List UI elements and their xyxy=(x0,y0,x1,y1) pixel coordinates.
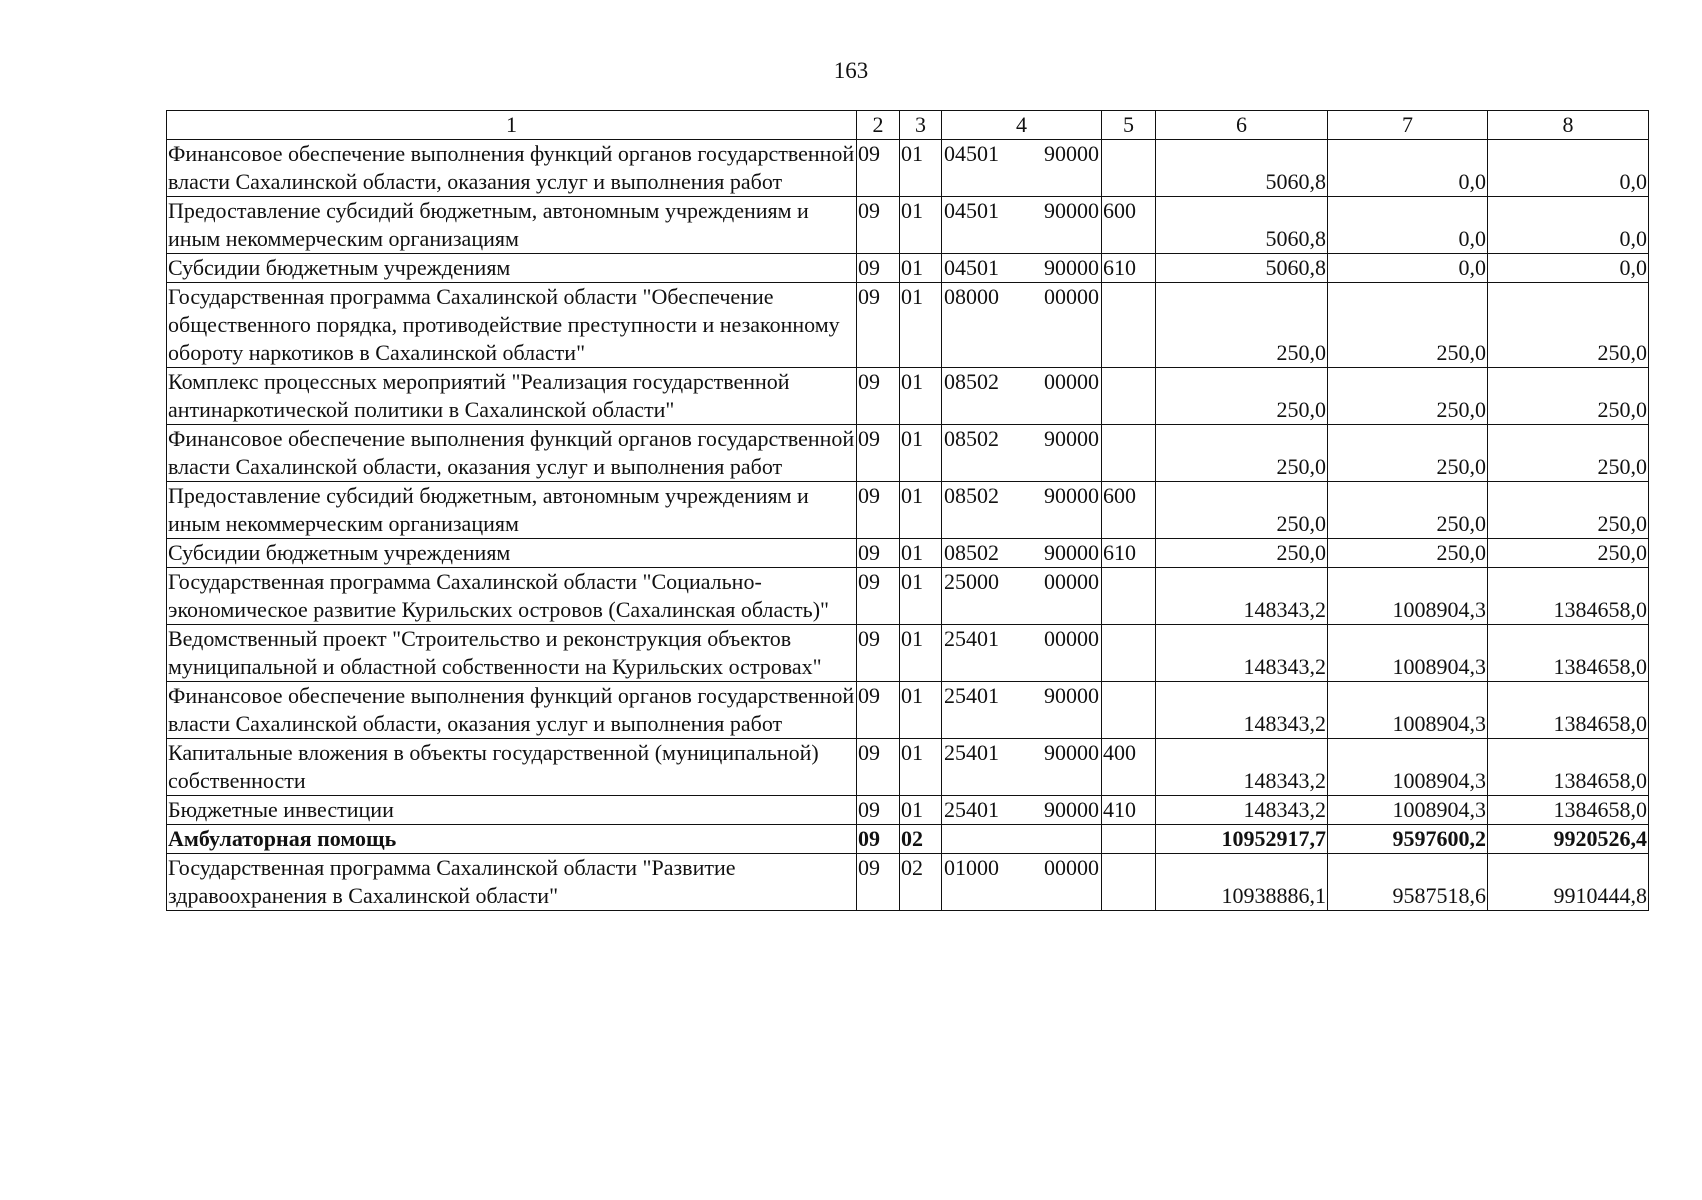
amount-col-8: 1384658,0 xyxy=(1488,682,1649,739)
target-article-code xyxy=(942,625,1102,682)
subsection-code: 02 xyxy=(900,854,942,911)
expense-type-code xyxy=(1102,568,1156,625)
amount-col-6: 10952917,7 xyxy=(1156,825,1328,854)
section-code: 09 xyxy=(857,568,900,625)
amount-col-8: 250,0 xyxy=(1488,482,1649,539)
row-name: Государственная программа Сахалинской области "Социально-экономическое развитие Курильских островов (Сахалинская область)" xyxy=(167,568,857,625)
target-article-program-part: 04501 xyxy=(944,141,999,166)
column-number-header-row xyxy=(167,111,1649,140)
section-code: 09 xyxy=(857,425,900,482)
subsection-code: 01 xyxy=(900,425,942,482)
amount-col-8: 0,0 xyxy=(1488,254,1649,283)
expense-type-code xyxy=(1102,825,1156,854)
target-article-direction-part: 90000 xyxy=(1044,198,1099,223)
table-row xyxy=(167,568,1649,625)
row-name: Капитальные вложения в объекты государственной (муниципальной) собственности xyxy=(167,739,857,796)
target-article-direction-part: 90000 xyxy=(1044,255,1099,280)
subsection-code: 01 xyxy=(900,283,942,368)
amount-col-7: 1008904,3 xyxy=(1328,625,1488,682)
amount-col-6: 5060,8 xyxy=(1156,254,1328,283)
target-article-code xyxy=(942,368,1102,425)
row-name: Ведомственный проект "Строительство и реконструкция объектов муниципальной и областной собственности на Курильских островах" xyxy=(167,625,857,682)
column-header: 7 xyxy=(1328,111,1488,140)
table-row xyxy=(167,796,1649,825)
table-row xyxy=(167,283,1649,368)
section-code: 09 xyxy=(857,140,900,197)
expense-type-code xyxy=(1102,625,1156,682)
table-row xyxy=(167,482,1649,539)
target-article-direction-part: 00000 xyxy=(1044,855,1099,880)
section-code: 09 xyxy=(857,482,900,539)
budget-table xyxy=(166,110,1649,911)
amount-col-8: 1384658,0 xyxy=(1488,568,1649,625)
expense-type-code: 410 xyxy=(1102,796,1156,825)
expense-type-code xyxy=(1102,682,1156,739)
amount-col-7: 250,0 xyxy=(1328,368,1488,425)
target-article-program-part: 08502 xyxy=(944,483,999,508)
table-row xyxy=(167,739,1649,796)
section-code: 09 xyxy=(857,368,900,425)
expense-type-code: 600 xyxy=(1102,197,1156,254)
amount-col-6: 250,0 xyxy=(1156,482,1328,539)
target-article-program-part: 25401 xyxy=(944,626,999,651)
expense-type-code xyxy=(1102,854,1156,911)
table-row xyxy=(167,854,1649,911)
column-header: 6 xyxy=(1156,111,1328,140)
target-article-direction-part: 00000 xyxy=(1044,369,1099,394)
amount-col-7: 1008904,3 xyxy=(1328,739,1488,796)
table-row xyxy=(167,368,1649,425)
target-article-code xyxy=(942,482,1102,539)
target-article-program-part: 08502 xyxy=(944,369,999,394)
subsection-code: 01 xyxy=(900,197,942,254)
amount-col-8: 9910444,8 xyxy=(1488,854,1649,911)
amount-col-7: 250,0 xyxy=(1328,425,1488,482)
target-article-program-part: 01000 xyxy=(944,855,999,880)
target-article-program-part: 08502 xyxy=(944,540,999,565)
subsection-code: 01 xyxy=(900,739,942,796)
target-article-code xyxy=(942,140,1102,197)
column-header: 3 xyxy=(900,111,942,140)
section-code: 09 xyxy=(857,682,900,739)
amount-col-6: 148343,2 xyxy=(1156,796,1328,825)
target-article-code xyxy=(942,739,1102,796)
row-name: Финансовое обеспечение выполнения функций органов государственной власти Сахалинской области, оказания услуг и выполнения работ xyxy=(167,140,857,197)
target-article-direction-part: 90000 xyxy=(1044,426,1099,451)
row-name: Предоставление субсидий бюджетным, автономным учреждениям и иным некоммерческим организациям xyxy=(167,482,857,539)
table-row xyxy=(167,825,1649,854)
target-article-direction-part: 90000 xyxy=(1044,740,1099,765)
target-article-code xyxy=(942,197,1102,254)
column-header: 2 xyxy=(857,111,900,140)
amount-col-6: 250,0 xyxy=(1156,283,1328,368)
expense-type-code xyxy=(1102,425,1156,482)
section-code: 09 xyxy=(857,283,900,368)
amount-col-8: 250,0 xyxy=(1488,368,1649,425)
amount-col-7: 0,0 xyxy=(1328,140,1488,197)
target-article-program-part: 04501 xyxy=(944,255,999,280)
amount-col-8: 9920526,4 xyxy=(1488,825,1649,854)
amount-col-8: 250,0 xyxy=(1488,425,1649,482)
row-name: Государственная программа Сахалинской области "Развитие здравоохранения в Сахалинской области" xyxy=(167,854,857,911)
amount-col-7: 250,0 xyxy=(1328,539,1488,568)
target-article-direction-part: 00000 xyxy=(1044,284,1099,309)
column-header: 1 xyxy=(167,111,857,140)
amount-col-8: 1384658,0 xyxy=(1488,625,1649,682)
amount-col-7: 9587518,6 xyxy=(1328,854,1488,911)
target-article-program-part: 25000 xyxy=(944,569,999,594)
subsection-code: 01 xyxy=(900,682,942,739)
target-article-code xyxy=(942,854,1102,911)
table-row xyxy=(167,625,1649,682)
section-code: 09 xyxy=(857,825,900,854)
amount-col-8: 250,0 xyxy=(1488,283,1649,368)
target-article-direction-part: 90000 xyxy=(1044,797,1099,822)
expense-type-code: 610 xyxy=(1102,539,1156,568)
target-article-direction-part: 90000 xyxy=(1044,683,1099,708)
amount-col-7: 9597600,2 xyxy=(1328,825,1488,854)
target-article-code xyxy=(942,796,1102,825)
target-article-direction-part: 00000 xyxy=(1044,569,1099,594)
amount-col-6: 250,0 xyxy=(1156,539,1328,568)
subsection-code: 01 xyxy=(900,368,942,425)
table-row xyxy=(167,425,1649,482)
target-article-code xyxy=(942,682,1102,739)
table-body xyxy=(167,140,1649,911)
amount-col-7: 250,0 xyxy=(1328,283,1488,368)
expense-type-code: 600 xyxy=(1102,482,1156,539)
amount-col-8: 0,0 xyxy=(1488,197,1649,254)
expense-type-code: 610 xyxy=(1102,254,1156,283)
amount-col-6: 250,0 xyxy=(1156,425,1328,482)
amount-col-8: 1384658,0 xyxy=(1488,739,1649,796)
row-name: Предоставление субсидий бюджетным, автономным учреждениям и иным некоммерческим организациям xyxy=(167,197,857,254)
section-code: 09 xyxy=(857,197,900,254)
table-row xyxy=(167,197,1649,254)
section-code: 09 xyxy=(857,739,900,796)
target-article-program-part: 25401 xyxy=(944,740,999,765)
expense-type-code xyxy=(1102,368,1156,425)
expense-type-code: 400 xyxy=(1102,739,1156,796)
target-article-code xyxy=(942,283,1102,368)
amount-col-6: 250,0 xyxy=(1156,368,1328,425)
target-article-code xyxy=(942,825,1102,854)
subsection-code: 01 xyxy=(900,796,942,825)
page-number: 163 xyxy=(833,58,869,83)
target-article-direction-part: 90000 xyxy=(1044,483,1099,508)
subsection-code: 01 xyxy=(900,625,942,682)
target-article-direction-part: 90000 xyxy=(1044,540,1099,565)
amount-col-6: 148343,2 xyxy=(1156,739,1328,796)
target-article-program-part: 04501 xyxy=(944,198,999,223)
section-code: 09 xyxy=(857,254,900,283)
amount-col-7: 0,0 xyxy=(1328,197,1488,254)
section-code: 09 xyxy=(857,539,900,568)
amount-col-8: 250,0 xyxy=(1488,539,1649,568)
amount-col-7: 1008904,3 xyxy=(1328,796,1488,825)
target-article-program-part: 08000 xyxy=(944,284,999,309)
table-row xyxy=(167,254,1649,283)
amount-col-8: 1384658,0 xyxy=(1488,796,1649,825)
row-name: Государственная программа Сахалинской области "Обеспечение общественного порядка, противодействие преступности и незаконному обороту наркотиков в Сахалинской области" xyxy=(167,283,857,368)
expense-type-code xyxy=(1102,140,1156,197)
row-name: Субсидии бюджетным учреждениям xyxy=(167,539,857,568)
subsection-code: 01 xyxy=(900,254,942,283)
target-article-program-part: 08502 xyxy=(944,426,999,451)
column-header: 5 xyxy=(1102,111,1156,140)
target-article-code xyxy=(942,568,1102,625)
amount-col-6: 10938886,1 xyxy=(1156,854,1328,911)
amount-col-7: 250,0 xyxy=(1328,482,1488,539)
column-header: 4 xyxy=(942,111,1102,140)
amount-col-6: 148343,2 xyxy=(1156,568,1328,625)
target-article-program-part: 25401 xyxy=(944,683,999,708)
amount-col-6: 5060,8 xyxy=(1156,197,1328,254)
amount-col-7: 1008904,3 xyxy=(1328,682,1488,739)
table-row xyxy=(167,140,1649,197)
row-name: Финансовое обеспечение выполнения функций органов государственной власти Сахалинской области, оказания услуг и выполнения работ xyxy=(167,682,857,739)
target-article-code xyxy=(942,539,1102,568)
row-name: Бюджетные инвестиции xyxy=(167,796,857,825)
subsection-code: 01 xyxy=(900,482,942,539)
amount-col-8: 0,0 xyxy=(1488,140,1649,197)
subsection-code: 02 xyxy=(900,825,942,854)
amount-col-6: 148343,2 xyxy=(1156,625,1328,682)
amount-col-7: 0,0 xyxy=(1328,254,1488,283)
subsection-code: 01 xyxy=(900,140,942,197)
section-code: 09 xyxy=(857,625,900,682)
table-row xyxy=(167,682,1649,739)
section-code: 09 xyxy=(857,854,900,911)
target-article-direction-part: 00000 xyxy=(1044,626,1099,651)
target-article-code xyxy=(942,425,1102,482)
subsection-code: 01 xyxy=(900,568,942,625)
target-article-direction-part: 90000 xyxy=(1044,141,1099,166)
section-code: 09 xyxy=(857,796,900,825)
row-name: Комплекс процессных мероприятий "Реализация государственной антинаркотической политики в Сахалинской области" xyxy=(167,368,857,425)
column-header: 8 xyxy=(1488,111,1649,140)
expense-type-code xyxy=(1102,283,1156,368)
row-name: Субсидии бюджетным учреждениям xyxy=(167,254,857,283)
target-article-code xyxy=(942,254,1102,283)
target-article-program-part: 25401 xyxy=(944,797,999,822)
amount-col-6: 5060,8 xyxy=(1156,140,1328,197)
amount-col-6: 148343,2 xyxy=(1156,682,1328,739)
subsection-code: 01 xyxy=(900,539,942,568)
row-name: Финансовое обеспечение выполнения функций органов государственной власти Сахалинской области, оказания услуг и выполнения работ xyxy=(167,425,857,482)
amount-col-7: 1008904,3 xyxy=(1328,568,1488,625)
row-name: Амбулаторная помощь xyxy=(167,825,857,854)
table-row xyxy=(167,539,1649,568)
